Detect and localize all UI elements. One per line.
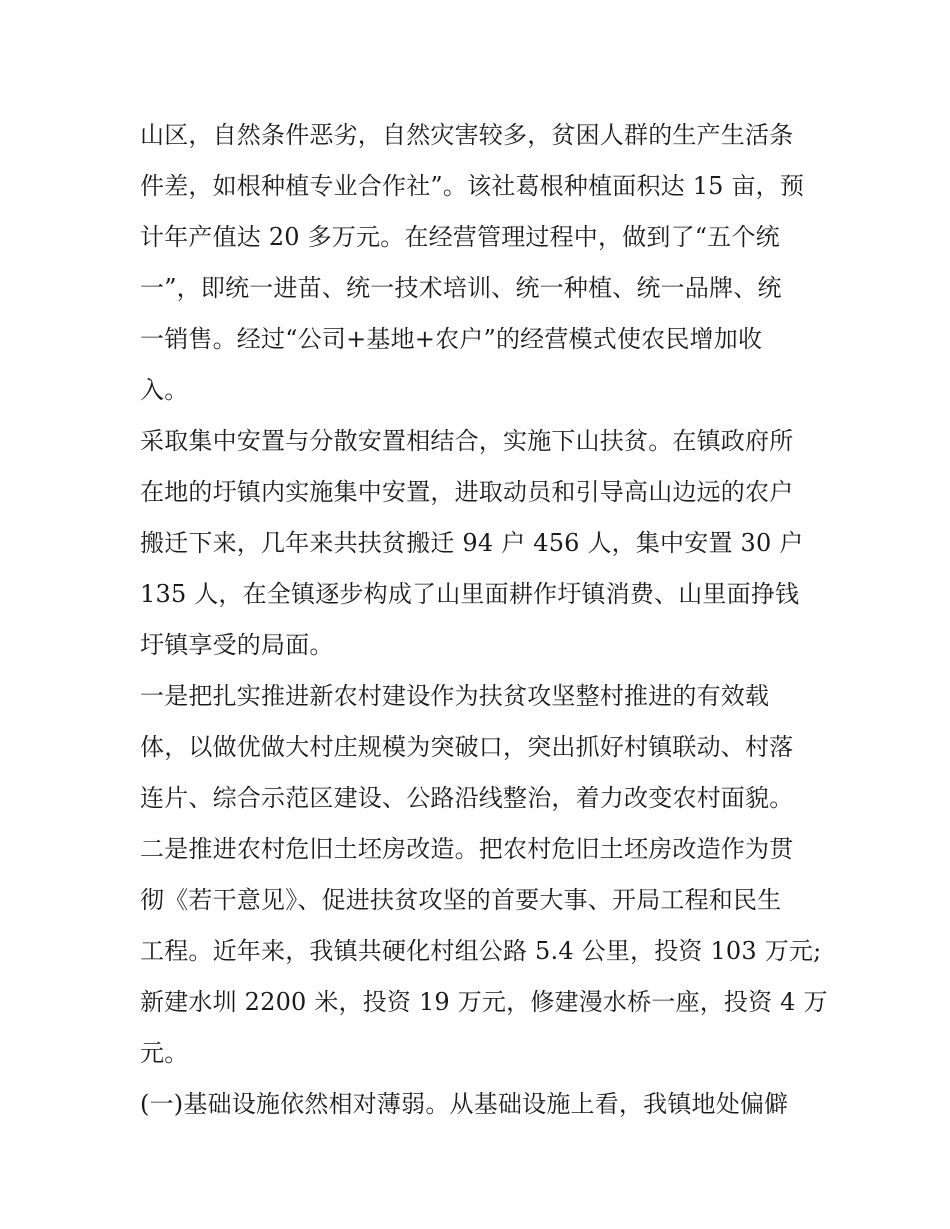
text-line: 一是把扎实推进新农村建设作为扶贫攻坚整村推进的有效载 [140,682,770,710]
text-line: 一”，即统一进苗、统一技术培训、统一种植、统一品牌、统 [140,274,782,302]
text-line: 连片、综合示范区建设、公路沿线整治，着力改变农村面貌。 [140,784,794,812]
text-line: 元。 [140,1039,189,1067]
text-line: (一)基础设施依然相对薄弱。从基础设施上看，我镇地处偏僻 [140,1090,789,1118]
text-line: 工程。近年来，我镇共硬化村组公路 5.4 公里，投资 103 万元; [140,937,822,965]
text-line: 二是推进农村危旧土坯房改造。把农村危旧土坯房改造作为贯 [140,835,794,863]
text-line: 在地的圩镇内实施集中安置，进取动员和引导高山边远的农户 [140,478,794,506]
text-line: 计年产值达 20 多万元。在经营管理过程中，做到了“五个统 [140,223,780,251]
body-text [140,110,830,1130]
text-line: 采取集中安置与分散安置相结合，实施下山扶贫。在镇政府所 [140,427,794,455]
text-line: 山区，自然条件恶劣，自然灾害较多，贫困人群的生产生活条 [140,121,794,149]
text-line: 一销售。经过“公司+基地+农户”的经营模式使农民增加收 [140,325,763,353]
text-line: 搬迁下来，几年来共扶贫搬迁 94 户 456 人，集中安置 30 户 [140,529,804,557]
text-line: 彻《若干意见》、促进扶贫攻坚的首要大事、开局工程和民生 [140,886,782,914]
text-line: 体，以做优做大村庄规模为突破口，突出抓好村镇联动、村落 [140,733,794,761]
text-line: 135 人，在全镇逐步构成了山里面耕作圩镇消费、山里面挣钱 [140,580,800,608]
text-line: 入。 [140,376,189,404]
text-line: 新建水圳 2200 米，投资 19 万元，修建漫水桥一座，投资 4 万 [140,988,828,1016]
text-line: 圩镇享受的局面。 [140,631,334,659]
text-line: 件差，如根种植专业合作社”。该社葛根种植面积达 15 亩，预 [140,172,805,200]
